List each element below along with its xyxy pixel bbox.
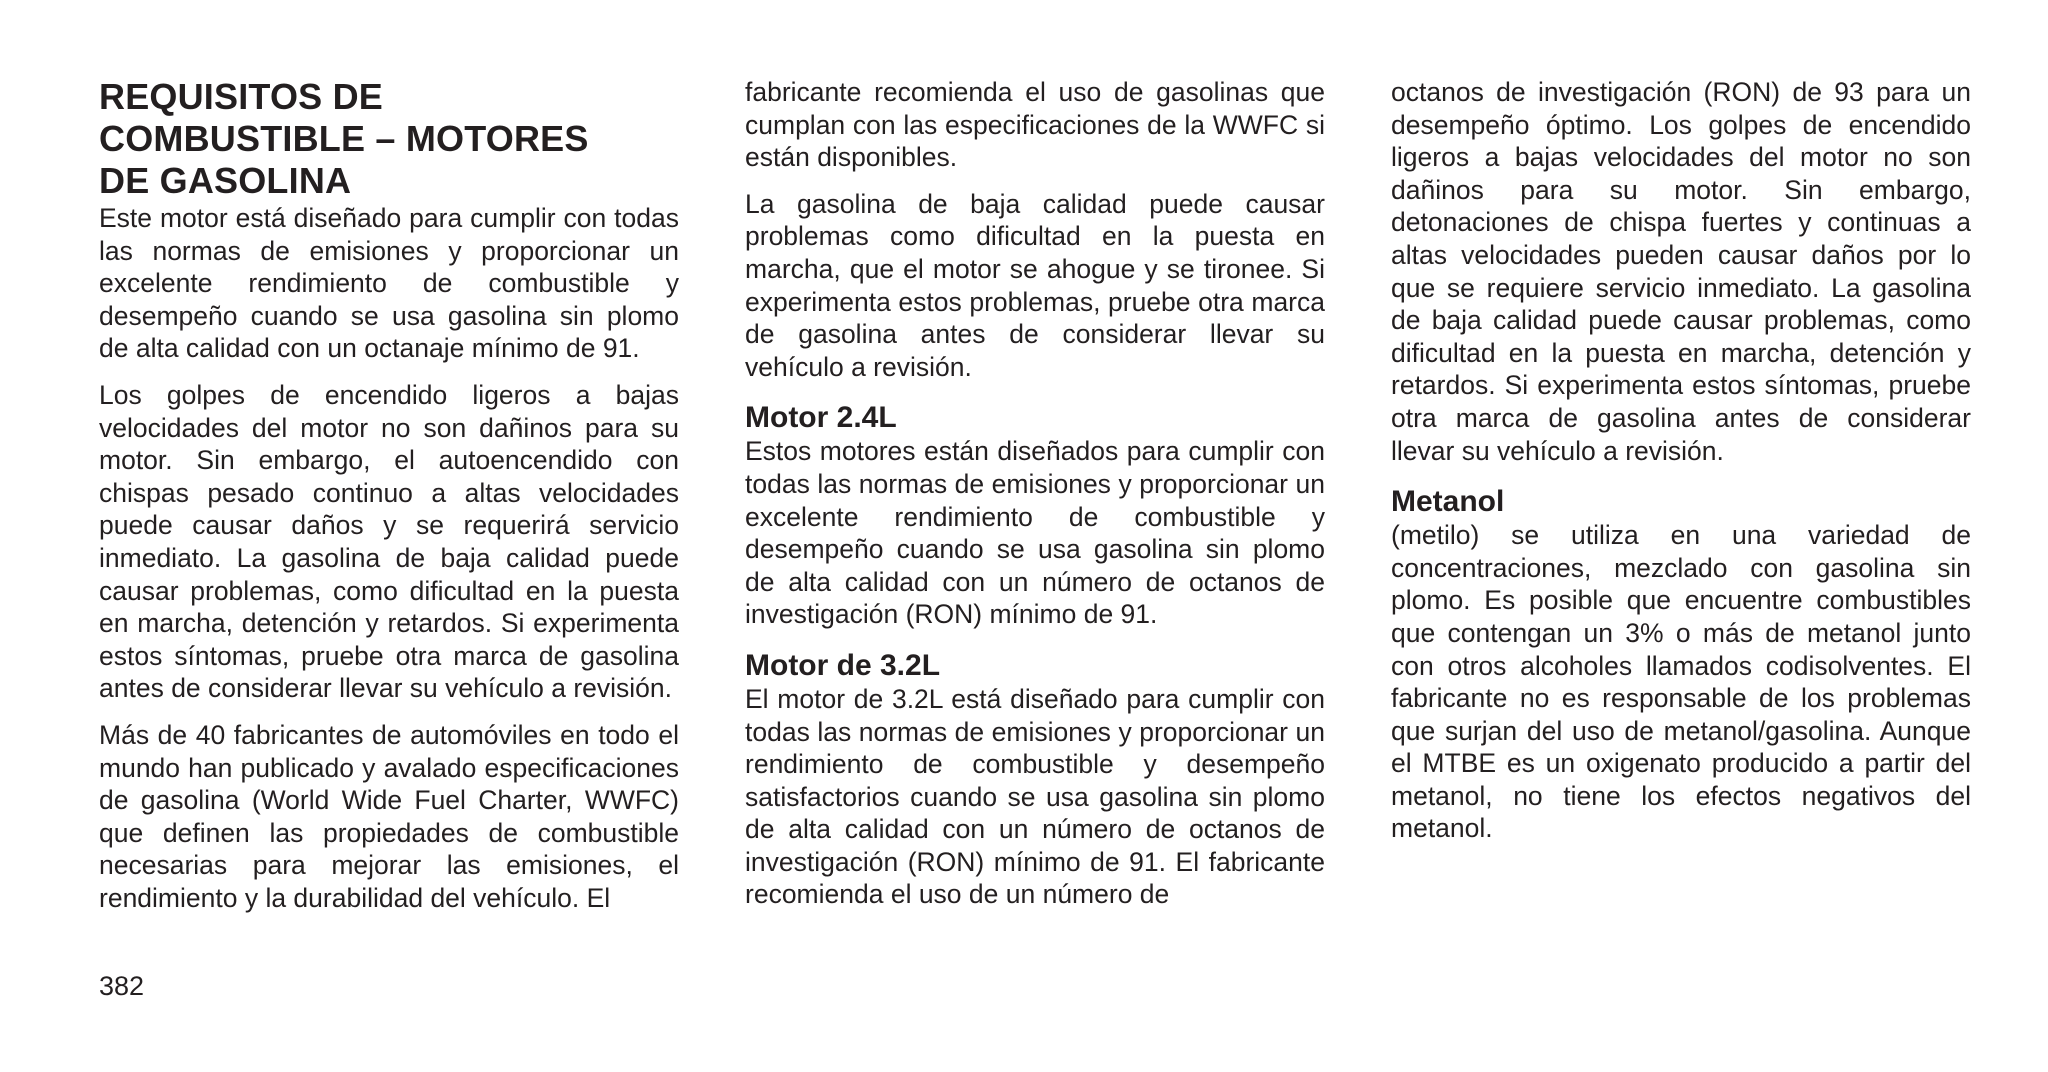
column-3	[1391, 76, 1971, 859]
motor-24-heading: Motor 2.4L	[745, 401, 897, 435]
wwfc-paragraph: Más de 40 fabricantes de automóviles en todo el mundo han publicado y avalado especificaciones de gasolina (World Wide Fuel Charter, WWFC) que definen las propiedades de combustible necesarias para mejorar las emisiones, el rendimiento y la durabilidad del vehículo. El	[99, 719, 679, 913]
ron-paragraph: octanos de investigación (RON) de 93 para un desempeño óptimo. Los golpes de encendido ligeros a bajas velocidades del motor no son dañinos para su motor. Sin embargo, detonaciones de chispa fuertes y continuas a altas velocidades pueden causar daños por lo que se requiere servicio inmediato. La gasolina de baja calidad puede causar problemas, como dificultad en la puesta en marcha, detención y retardos. Si experimenta estos síntomas, pruebe otra marca de gasolina antes de considerar llevar su vehículo a revisión.	[1391, 77, 1971, 466]
page-title	[99, 76, 679, 202]
title-line-1: REQUISITOS DE	[99, 76, 383, 117]
page-number: 382	[99, 971, 145, 1001]
motor-32-heading: Motor de 3.2L	[745, 648, 941, 682]
motor-24-paragraph: Estos motores están diseñados para cumplir con todas las normas de emisiones y proporcionar un excelente rendimiento de combustible y desempeño cuando se usa gasolina sin plomo de alta calidad con un número de octanos de investigación (RON) mínimo de 91.	[745, 436, 1325, 630]
title-line-3: DE GASOLINA	[99, 160, 352, 201]
low-quality-paragraph: La gasolina de baja calidad puede causar problemas como dificultad en la puesta en marcha, que el motor se ahogue y se tironee. Si experimenta estos problemas, pruebe otra marca de gasolina antes de considerar llevar su vehículo a revisión.	[745, 188, 1325, 382]
title-line-2: COMBUSTIBLE – MOTORES	[99, 118, 589, 159]
knock-paragraph: Los golpes de encendido ligeros a bajas velocidades del motor no son dañinos para su motor. Sin embargo, el autoencendido con chispas pesado continuo a altas velocidades puede causar daños y se requerirá servicio inmediato. La gasolina de baja calidad puede causar problemas, como dificultad en la puesta en marcha, detención y retardos. Si experimenta estos síntomas, pruebe otra marca de gasolina antes de considerar llevar su vehículo a revisión.	[99, 379, 679, 704]
column-1	[99, 76, 679, 928]
intro-paragraph: Este motor está diseñado para cumplir con todas las normas de emisiones y proporcionar un excelente rendimiento de combustible y desempeño cuando se usa gasolina sin plomo de alta calidad con un octanaje mínimo de 91.	[99, 203, 679, 364]
metanol-heading: Metanol	[1391, 485, 1505, 519]
wwfc-continued-paragraph: fabricante recomienda el uso de gasolinas que cumplan con las especificaciones de la WWFC si están disponibles.	[745, 77, 1325, 173]
metanol-paragraph: (metilo) se utiliza en una variedad de concentraciones, mezclado con gasolina sin plomo. Es posible que encuentre combustibles que contengan un 3% o más de metanol junto con otros alcoholes llamados codisolventes. El fabricante no es responsable de los problemas que surjan del uso de metanol/gasolina. Aunque el MTBE es un oxigenato producido a partir del metanol, no tiene los efectos negativos del metanol.	[1391, 520, 1971, 844]
motor-32-paragraph: El motor de 3.2L está diseñado para cumplir con todas las normas de emisiones y proporcionar un rendimiento de combustible y desempeño satisfactorios cuando se usa gasolina sin plomo de alta calidad con un número de octanos de investigación (RON) mínimo de 91. El fabricante recomienda el uso de un número de	[745, 683, 1325, 910]
column-2	[745, 76, 1325, 925]
